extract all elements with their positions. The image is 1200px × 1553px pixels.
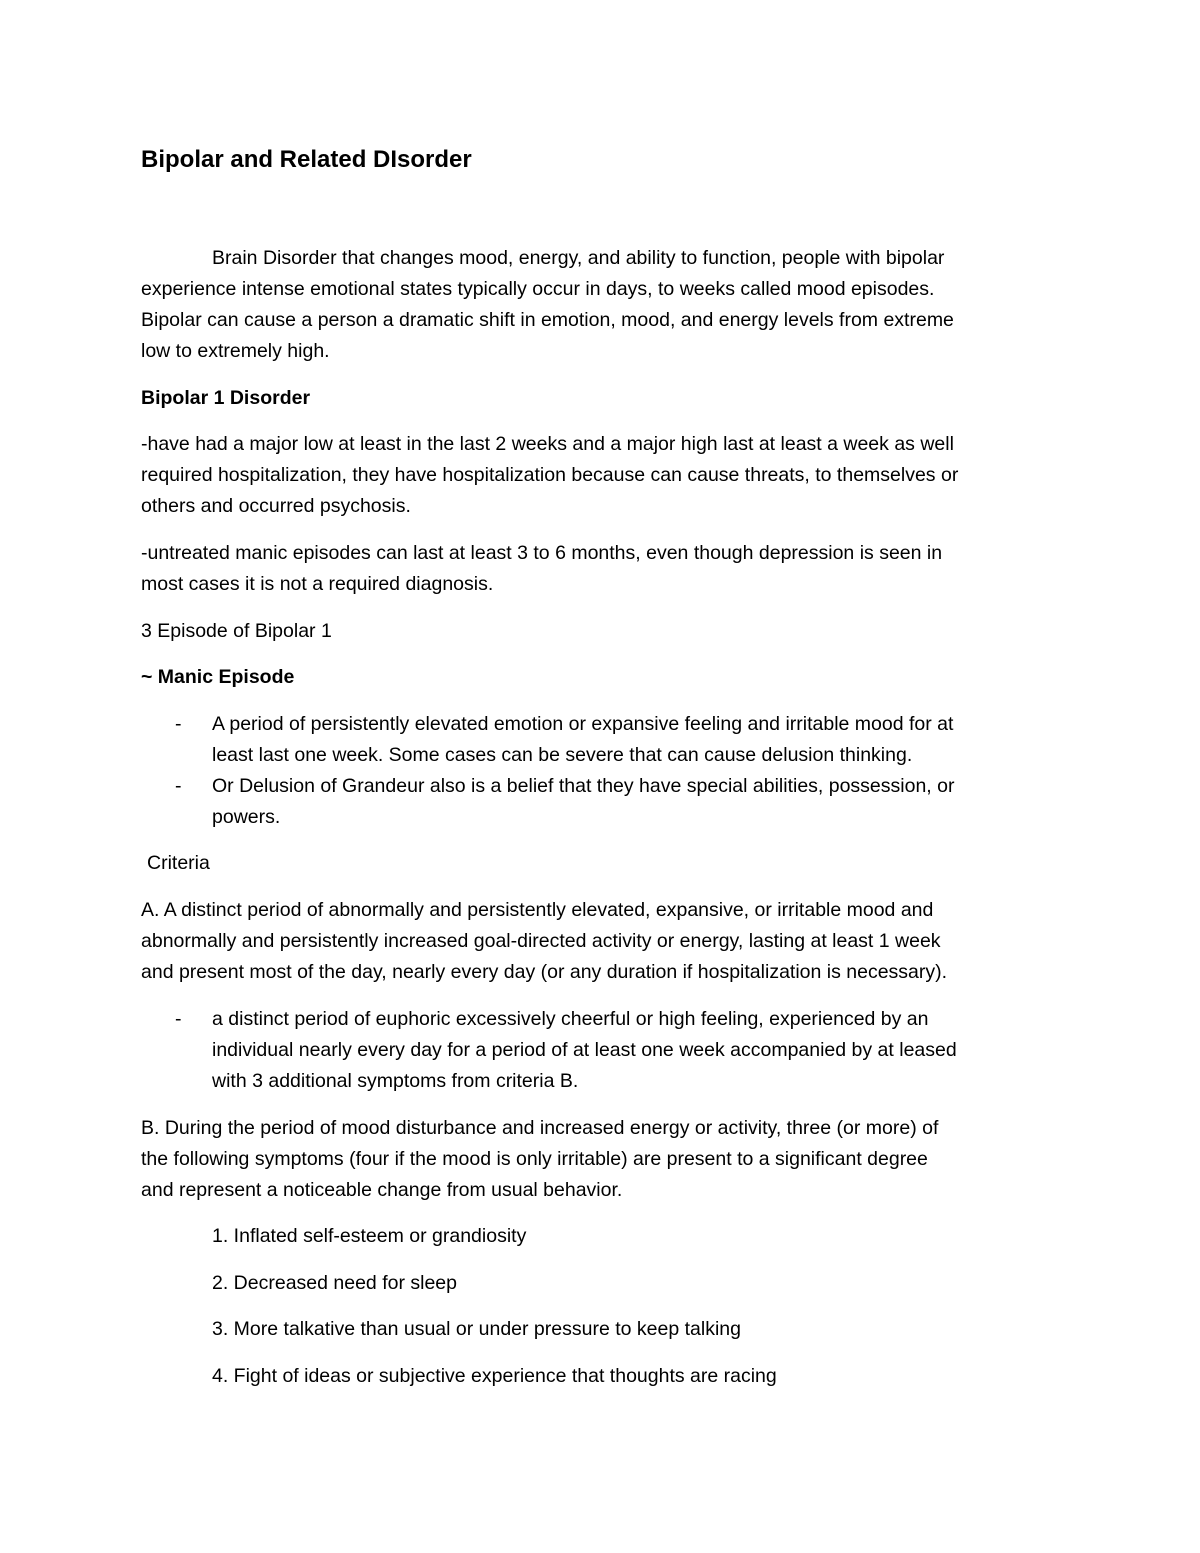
paragraph-line: required hospitalization, they have hospitalization because can cause threats, to themselves or [141, 464, 959, 486]
bullet-text [212, 1004, 957, 1097]
bullet-line: A period of persistently elevated emotion or expansive feeling and irritable mood for at [212, 713, 954, 735]
bullet-line: individual nearly every day for a period of at least one week accompanied by at leased [212, 1039, 957, 1061]
bipolar1-paragraph-1 [141, 429, 1061, 522]
bullet-line: with 3 additional symptoms from criteria B. [212, 1070, 579, 1092]
bullet-text [212, 771, 954, 833]
bullet-line: a distinct period of euphoric excessively cheerful or high feeling, experienced by an [212, 1008, 929, 1030]
bullet-dash: - [175, 1008, 182, 1030]
bullet-line: powers. [212, 806, 281, 828]
document-title: Bipolar and Related DIsorder [141, 146, 472, 173]
criteria-b-paragraph [141, 1113, 1061, 1206]
criteria-heading: Criteria [147, 852, 210, 874]
paragraph-line: others and occurred psychosis. [141, 495, 411, 517]
intro-line: Bipolar can cause a person a dramatic shift in emotion, mood, and energy levels from extreme [141, 309, 954, 331]
bipolar1-paragraph-2 [141, 538, 1061, 600]
paragraph-line: -untreated manic episodes can last at least 3 to 6 months, even though depression is seen in [141, 542, 943, 564]
intro-line: low to extremely high. [141, 340, 330, 362]
paragraph-line: and present most of the day, nearly every day (or any duration if hospitalization is necessary). [141, 961, 948, 983]
manic-episode-heading: ~ Manic Episode [141, 666, 295, 688]
bullet-line: Or Delusion of Grandeur also is a belief that they have special abilities, possession, or [212, 775, 955, 797]
bullet-dash: - [175, 775, 182, 797]
bullet-line: least last one week. Some cases can be severe that can cause delusion thinking. [212, 744, 913, 766]
bipolar1-heading: Bipolar 1 Disorder [141, 387, 311, 409]
symptom-item: 3. More talkative than usual or under pressure to keep talking [212, 1318, 741, 1340]
symptom-item: 2. Decreased need for sleep [212, 1272, 457, 1294]
paragraph-line: A. A distinct period of abnormally and persistently elevated, expansive, or irritable mood and [141, 899, 934, 921]
intro-paragraph [141, 243, 1061, 367]
paragraph-line: most cases it is not a required diagnosis. [141, 573, 494, 595]
intro-line: experience intense emotional states typically occur in days, to weeks called mood episodes. [141, 278, 935, 300]
paragraph-line: -have had a major low at least in the last 2 weeks and a major high last at least a week as well [141, 433, 954, 455]
manic-bullet [141, 709, 1061, 771]
criteria-a-bullet [141, 1004, 1061, 1097]
bullet-dash: - [175, 713, 182, 735]
paragraph-line: B. During the period of mood disturbance and increased energy or activity, three (or more) of [141, 1117, 939, 1139]
intro-line: Brain Disorder that changes mood, energy, and ability to function, people with bipolar [212, 247, 945, 269]
manic-bullet [141, 771, 1061, 833]
episodes-heading: 3 Episode of Bipolar 1 [141, 620, 332, 642]
paragraph-line: abnormally and persistently increased goal-directed activity or energy, lasting at least 1 week [141, 930, 941, 952]
criteria-a-paragraph [141, 895, 1061, 988]
bullet-text [212, 709, 953, 771]
paragraph-line: the following symptoms (four if the mood is only irritable) are present to a significant degree [141, 1148, 928, 1170]
symptom-item: 4. Fight of ideas or subjective experience that thoughts are racing [212, 1365, 777, 1387]
symptom-item: 1. Inflated self-esteem or grandiosity [212, 1225, 527, 1247]
paragraph-line: and represent a noticeable change from usual behavior. [141, 1179, 623, 1201]
